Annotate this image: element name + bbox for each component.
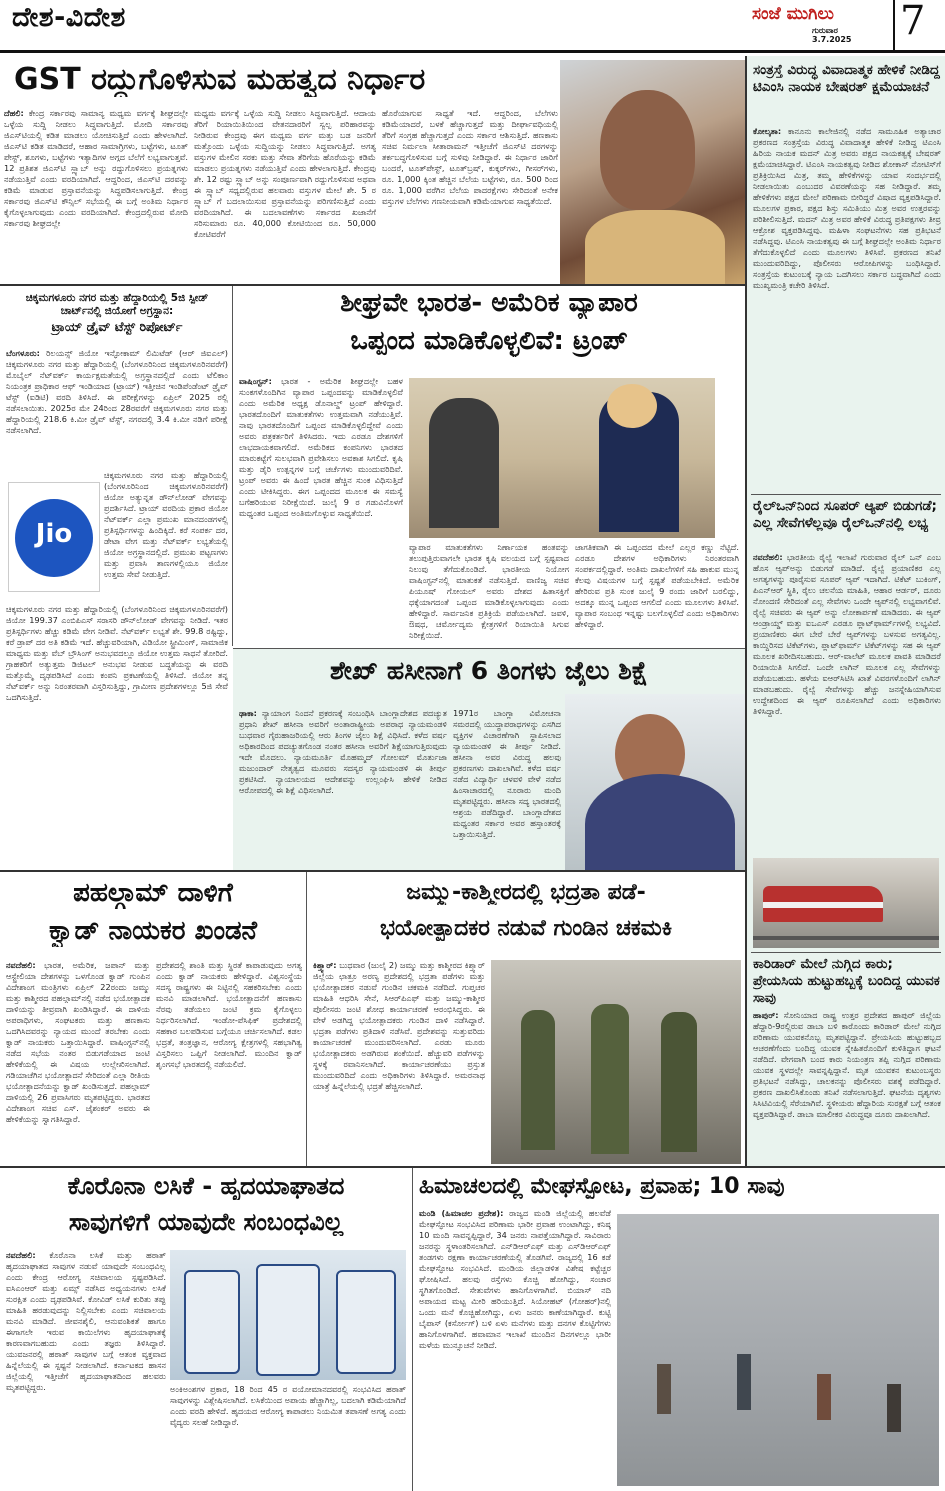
- jio-headline-top: ಚಿಕ್ಕಮಗಳೂರು ನಗರ ಮತ್ತು ಹೆದ್ದಾರಿಯಲ್ಲಿ 5ಜಿ ಸ್ಪೀಡ್ ಚಾರ್ಟ್‌ನಲ್ಲಿ ಜಿಯೋಗೆ ಅಗ್ರಸ್ಥಾನ:: [25, 292, 209, 317]
- himachal-dateline: ಮಂಡಿ (ಹಿಮಾಚಲ ಪ್ರದೇಶ):: [419, 1208, 504, 1218]
- trade-story: [233, 286, 745, 648]
- covid-headline-2: ಸಾವುಗಳಿಗೆ ಯಾವುದೇ ಸಂಬಂಧವಿಲ್ಲ: [68, 1208, 344, 1236]
- railone-divider: [751, 494, 941, 495]
- soldiers-photo: [491, 960, 741, 1164]
- trade-headline-2: ಒಪ್ಪಂದ ಮಾಡಿಕೊಳ್ಳಲಿವೆ: ಟ್ರಂಪ್: [350, 326, 628, 356]
- page-number-divider: [893, 0, 895, 50]
- jk-headline-1: ಜಮ್ಮು-ಕಾಶ್ಮೀರದಲ್ಲಿ ಭದ್ರತಾ ಪಡೆ-: [406, 880, 646, 905]
- hasina-dateline: ಢಾಕಾ:: [239, 708, 257, 718]
- hasina-col-2: [453, 708, 561, 868]
- gst-col-2-text: ಮಧ್ಯಮ ವರ್ಗಕ್ಕೆ ಒಳ್ಳೆಯ ಸುದ್ದಿ ನೀಡಲು ಸಿದ್ಧವಾಗುತ್ತಿದೆ. ಆದಾಯ ತೆರಿಗೆ ರಿಯಾಯಿತಿಯಿಂದ ವೇತನದಾರರಿಗೆ ಸ್ವಲ್ಪ ಪರಿಹಾರವನ್ನು ನೀಡಿರುವ ಕೇಂದ್ರವು ಈಗ ಮಧ್ಯಮ ವರ್ಗ ಮತ್ತು ಬಡ ಜನರಿಗೆ ಮತ್ತೊಂದು ಒಳ್ಳೆಯ ಸುದ್ದಿಯನ್ನು ನೀಡಲು ಸಿದ್ಧವಾಗುತ್ತಿದೆ. ಅಗತ್ಯ ವಸ್ತುಗಳ ಮೇಲಿನ ಸರಕು ಮತ್ತು ಸೇವಾ ತೆರಿಗೆಯ ಹೊರೆಯನ್ನು ಕಡಿಮೆ ಮಾಡಲು ಪ್ರಯತ್ನಗಳು ನಡೆಯುತ್ತಿವೆ ಎಂದು ಹೇಳಲಾಗುತ್ತಿದೆ. ಕೇಂದ್ರವು ಶೇ. 12 ರಷ್ಟು ಸ್ಲ್ಯಾಬ್ ಅನ್ನು ಸಂಪೂರ್ಣವಾಗಿ ರದ್ದುಗೊಳಿಸುವ ಅಥವಾ ಈ ಸ್ಲ್ಯಾಬ್ ಸಧ್ಯದಲ್ಲಿರುವ ಹಲವಾರು ವಸ್ತುಗಳ ಮೇಲೆ ಶೇ. 5 ರ ಸ್ಲ್ಯಾಬ್ ಗೆ ಬದಲಾಯಿಸುವ ಪ್ರಸ್ತಾವನೆಯನ್ನು ಪರಿಗಣಿಸುತ್ತಿದೆ ಎಂದು ವರದಿಯಾಗಿದೆ. ಈ ಬದಲಾವಣೆಗಳು ಸರ್ಕಾರದ ಖಜಾನೆಗೆ ಸರಿಸುಮಾರು ರೂ. 40,000 ಕೋಟಿಯಿಂದ ರೂ. 50,000 ಕೋಟಿವರೆಗೆ: [194, 108, 376, 239]
- jio-logo: [8, 482, 100, 592]
- hasina-photo: [565, 694, 745, 870]
- trade-col-1-text: ಭಾರತ - ಅಮೆರಿಕ ಶೀಘ್ರದಲ್ಲೇ ಬಹಳ ಸುಂಕಗಳೊಂದಿಗಿನ ವ್ಯಾಪಾರ ಒಪ್ಪಂದವನ್ನು ಮಾಡಿಕೊಳ್ಳಲಿವೆ ಎಂದು ಅಮೆರಿಕ ಅಧ್ಯಕ್ಷ ಡೊನಾಲ್ಡ್ ಟ್ರಂಪ್ ಹೇಳಿದ್ದಾರೆ. ಭಾರತದೊಂದಿಗೆ ಮಾತುಕತೆಗಳು ಉತ್ತಮವಾಗಿ ನಡೆಯುತ್ತಿವೆ. ನಾವು ಭಾರತದೊಂದಿಗೆ ಒಪ್ಪಂದ ಮಾಡಿಕೊಳ್ಳಲಿದ್ದೇವೆ ಎಂದು ಅವರು ಪತ್ರಕರ್ತರಿಗೆ ತಿಳಿಸಿದರು. ಇದು ಎರಡೂ ದೇಶಗಳಿಗೆ ಲಾಭದಾಯಕವಾಗಲಿದೆ. ಅಮೆರಿಕದ ಕಂಪನಿಗಳು ಭಾರತದ ಮಾರುಕಟ್ಟೆಗೆ ಸುಲಭವಾಗಿ ಪ್ರವೇಶಿಸಲು ಅವಕಾಶ ಸಿಗಲಿದೆ. ಕೃಷಿ ಮತ್ತು ಡೈರಿ ಉತ್ಪನ್ನಗಳ ಬಗ್ಗೆ ಚರ್ಚೆಗಳು ಮುಂದುವರಿದಿವೆ. ಟ್ರಂಪ್ ಅವರು ಈ ಹಿಂದೆ ಭಾರತ ಹೆಚ್ಚಿನ ಸುಂಕ ವಿಧಿಸುತ್ತಿದೆ ಎಂದು ಟೀಕಿಸಿದ್ದರು. ಈಗ ಒಪ್ಪಂದದ ಮೂಲಕ ಈ ಸಮಸ್ಯೆ ಬಗೆಹರಿಯುವ ನಿರೀಕ್ಷೆಯಿದೆ. ಜುಲೈ 9 ರ ಗಡುವಿನೊಳಗೆ ಮಧ್ಯಂತರ ಒಪ್ಪಂದ ಅಂತಿಮಗೊಳ್ಳುವ ಸಾಧ್ಯತೆಯಿದೆ.: [239, 376, 403, 518]
- jio-body-2: [104, 470, 228, 600]
- pahalgam-col-2-text: ಪ್ರದೇಶದಲ್ಲಿ ಶಾಂತಿ ಮತ್ತು ಸ್ಥಿರತೆ ಕಾಪಾಡುವುದು ಅಗತ್ಯ ಎಂದು ಕ್ವಾಡ್ ನಾಯಕರು ಹೇಳಿದ್ದಾರೆ. ವಿಶ್ವಸಂಸ್ಥೆಯ ಸದಸ್ಯ ರಾಷ್ಟ್ರಗಳು ಈ ನಿಟ್ಟಿನಲ್ಲಿ ಸಹಕರಿಸಬೇಕು ಎಂದು ಮನವಿ ಮಾಡಲಾಗಿದೆ. ಭಯೋತ್ಪಾದನೆಗೆ ಹಣಕಾಸು ನೆರವು ತಡೆಯಲು ಜಂಟಿ ಕ್ರಮ ಕೈಗೊಳ್ಳಲು ನಿರ್ಧರಿಸಲಾಗಿದೆ. ಇಂಡೋ-ಪೆಸಿಫಿಕ್ ಪ್ರದೇಶದಲ್ಲಿ ಸಹಕಾರ ಬಲಪಡಿಸುವ ಬಗ್ಗೆಯೂ ಚರ್ಚಿಸಲಾಗಿದೆ. ಕಡಲ ಭದ್ರತೆ, ತಂತ್ರಜ್ಞಾನ, ಆರೋಗ್ಯ ಕ್ಷೇತ್ರಗಳಲ್ಲಿ ಸಹಭಾಗಿತ್ವ ವಿಸ್ತರಿಸಲು ಒಪ್ಪಿಗೆ ನೀಡಲಾಗಿದೆ. ಮುಂದಿನ ಕ್ವಾಡ್ ಶೃಂಗಸಭೆ ಭಾರತದಲ್ಲಿ ನಡೆಯಲಿದೆ.: [156, 960, 302, 1069]
- jio-body-3: [6, 604, 228, 866]
- gst-story: [0, 56, 745, 284]
- hasina-col-2-text: 1971ರ ಬಾಂಗ್ಲಾ ವಿಮೋಚನಾ ಸಮರದಲ್ಲಿ ಯುದ್ಧಾಪರಾಧಗಳನ್ನು ಎಸಗಿದ ವ್ಯಕ್ತಿಗಳ ವಿಚಾರಣೆಗಾಗಿ ಸ್ಥಾಪಿಸಲಾದ ನ್ಯಾಯಮಂಡಳಿ ಈ ತೀರ್ಪು ನೀಡಿದೆ. ಹಸೀನಾ ಅವರ ವಿರುದ್ಧ ಹಲವು ಪ್ರಕರಣಗಳು ದಾಖಲಾಗಿವೆ. ಕಳೆದ ವರ್ಷ ನಡೆದ ವಿದ್ಯಾರ್ಥಿ ಚಳವಳಿ ವೇಳೆ ನಡೆದ ಹಿಂಸಾಚಾರದಲ್ಲಿ ನೂರಾರು ಮಂದಿ ಮೃತಪಟ್ಟಿದ್ದರು. ಹಸೀನಾ ಸದ್ಯ ಭಾರತದಲ್ಲಿ ಆಶ್ರಯ ಪಡೆದಿದ್ದಾರೆ. ಬಾಂಗ್ಲಾದೇಶದ ಮಧ್ಯಂತರ ಸರ್ಕಾರ ಅವರ ಹಸ್ತಾಂತರಕ್ಕೆ ಒತ್ತಾಯಿಸುತ್ತಿದೆ.: [453, 708, 561, 839]
- paper-name: ಸಂಜೆ ಮುಗಿಲು: [752, 4, 834, 24]
- trade-col-3: [575, 542, 739, 646]
- himachal-body-text: ರಾಜ್ಯದ ಮಂಡಿ ಜಿಲ್ಲೆಯಲ್ಲಿ ಹಲವೆಡೆ ಮೇಘಸ್ಫೋಟ ಸಂಭವಿಸಿದ ಪರಿಣಾಮ ಭಾರೀ ಪ್ರವಾಹ ಉಂಟಾಗಿದ್ದು, ಕನಿಷ್ಠ 10 ಮಂದಿ ಸಾವನ್ನಪ್ಪಿದ್ದಾರೆ, 34 ಜನರು ನಾಪತ್ತೆಯಾಗಿದ್ದಾರೆ. ಸಾವಿರಾರು ಜನರನ್ನು ಸ್ಥಳಾಂತರಿಸಲಾಗಿದೆ. ಎನ್‌ಡಿಆರ್‌ಎಫ್ ಮತ್ತು ಎಸ್‌ಡಿಆರ್‌ಎಫ್ ತಂಡಗಳು ರಕ್ಷಣಾ ಕಾರ್ಯಾಚರಣೆಯಲ್ಲಿ ತೊಡಗಿವೆ. ರಾಜ್ಯದಲ್ಲಿ 16 ಕಡೆ ಮೇಘಸ್ಫೋಟ ಸಂಭವಿಸಿದೆ. ಮಂಡಿಯ ಜಿಲ್ಲಾಡಳಿತ ವಿಶೇಷ ಕಟ್ಟೆಚ್ಚರ ಘೋಷಿಸಿದೆ. ಹಲವು ರಸ್ತೆಗಳು ಕೊಚ್ಚಿ ಹೋಗಿದ್ದು, ಸಂಚಾರ ಸ್ಥಗಿತಗೊಂಡಿದೆ. ಸೇತುವೆಗಳು ಹಾನಿಗೊಳಗಾಗಿವೆ. ಬಿಯಾಸ್ ನದಿ ಅಪಾಯದ ಮಟ್ಟ ಮೀರಿ ಹರಿಯುತ್ತಿದೆ. ಸಿಯೋಹಟ್ (ಗೋಹರ್)ನಲ್ಲಿ ಒಂದು ಮನೆ ಕೊಚ್ಚಿಹೋಗಿದ್ದು, ಏಳು ಜನರು ಕಾಣೆಯಾಗಿದ್ದಾರೆ. ಕುಟ್ಟಿ ಬೈಪಾಸ್ (ಕರ್ಸೋಗ್) ಬಳಿ ಏಳು ಮನೆಗಳು ಮತ್ತು ದನಗಳ ಕೊಟ್ಟಿಗೆಗಳು ಹಾನಿಗೊಳಗಾಗಿವೆ. ಹವಾಮಾನ ಇಲಾಖೆ ಮುಂದಿನ ದಿನಗಳಲ್ಲೂ ಭಾರೀ ಮಳೆಯ ಮುನ್ಸೂಚನೆ ನೀಡಿದೆ.: [419, 1208, 611, 1350]
- gst-col-3-text: ಹೊರೆಯಾಗುವ ಸಾಧ್ಯತೆ ಇದೆ. ಆದ್ದರಿಂದ, ಬೆಲೆಗಳು ಕಡಿಮೆಯಾದರೆ, ಬಳಕೆ ಹೆಚ್ಚಾಗುತ್ತದೆ ಮತ್ತು ದೀರ್ಘಾವಧಿಯಲ್ಲಿ ತೆರಿಗೆ ಸಂಗ್ರಹ ಹೆಚ್ಚಾಗುತ್ತದೆ ಎಂದು ಸರ್ಕಾರ ಆಶಿಸುತ್ತಿದೆ. ಹಣಕಾಸು ಸಚಿವ ನಿರ್ಮಲಾ ಸೀತಾರಾಮನ್ ಇತ್ತೀಚೆಗೆ ಜಿಎಸ್‌ಟಿ ದರಗಳನ್ನು ತರ್ಕಬದ್ಧಗೊಳಿಸುವ ಬಗ್ಗೆ ಸುಳಿವು ನೀಡಿದ್ದಾರೆ. ಈ ನಿರ್ಧಾರ ಜಾರಿಗೆ ಬಂದರೆ, ಟೂತ್‌ಪೇಸ್ಟ್, ಟೂತ್‌ಬ್ರಷ್, ಕುಕ್ಕರ್‌ಗಳು, ಗೀಸರ್‌ಗಳು, ರೂ. 1,000 ಕ್ಕಿಂತ ಹೆಚ್ಚಿನ ಬೆಲೆಯ ಬಟ್ಟೆಗಳು, ರೂ. 500 ರಿಂದ ರೂ. 1,000 ವರೆಗಿನ ಬೆಲೆಯ ಪಾದರಕ್ಷೆಗಳು ಸೇರಿದಂತೆ ಅನೇಕ ವಸ್ತುಗಳ ಬೆಲೆಗಳು ಗಣನೀಯವಾಗಿ ಕಡಿಮೆಯಾಗುವ ಸಾಧ್ಯತೆಯಿದೆ.: [382, 108, 558, 206]
- himachal-headline: ಹಿಮಾಚಲದಲ್ಲಿ ಮೇಘಸ್ಫೋಟ, ಪ್ರವಾಹ; 10 ಸಾವು: [419, 1174, 785, 1199]
- right-column: [745, 56, 945, 1166]
- covid-headline-1: ಕೊರೊನಾ ಲಸಿಕೆ - ಹೃದಯಾಘಾತದ: [67, 1172, 345, 1200]
- jio-dateline: ಬೆಂಗಳೂರು:: [6, 348, 40, 358]
- modi-trump-photo: [409, 378, 715, 538]
- trade-col-2-text: ವ್ಯಾಪಾರ ಮಾತುಕತೆಗಳು ನಿರ್ಣಾಯಕ ಹಂತವನ್ನು ತಲುಪುತ್ತಿರುವಾಗಲೇ ಭಾರತ ಕೃಷಿ ವಲಯದ ಬಗ್ಗೆ ಸ್ಪಷ್ಟವಾದ ನಿಲುವು ತೆಗೆದುಕೊಂಡಿದೆ. ಭಾರತೀಯ ನಿಯೋಗ ವಾಷಿಂಗ್ಟನ್‌ನಲ್ಲಿ ಮಾತುಕತೆ ನಡೆಸುತ್ತಿದೆ. ವಾಣಿಜ್ಯ ಸಚಿವ ಪಿಯೂಷ್ ಗೋಯಲ್ ಅವರು ದೇಶದ ಹಿತಾಸಕ್ತಿಗೆ ಧಕ್ಕೆಯಾಗದಂತೆ ಒಪ್ಪಂದ ಮಾಡಿಕೊಳ್ಳಲಾಗುವುದು ಎಂದು ಹೇಳಿದ್ದಾರೆ. ಸಾರ್ವಜನಿಕ ಪ್ರತಿಕ್ರಿಯೆ ಪಡೆಯಲಾಗಿದೆ. ಜವಳಿ, ಔಷಧ, ಚರ್ಮೋದ್ಯಮ ಕ್ಷೇತ್ರಗಳಿಗೆ ರಿಯಾಯಿತಿ ಸಿಗುವ ನಿರೀಕ್ಷೆಯಿದೆ.: [409, 542, 569, 640]
- cheating-body: [753, 1010, 941, 1162]
- gst-col-1-text: ಕೇಂದ್ರ ಸರ್ಕಾರವು ಸಾಮಾನ್ಯ ಮಧ್ಯಮ ವರ್ಗಕ್ಕೆ ಶೀಘ್ರದಲ್ಲೇ ಒಳ್ಳೆಯ ಸುದ್ದಿ ನೀಡಲು ಸಿದ್ಧವಾಗುತ್ತಿದೆ. ಮೋದಿ ಸರ್ಕಾರವು ಜಿಎಸ್‌ಟಿಯಲ್ಲಿ ಕಡಿತ ಮಾಡಲು ಯೋಚಿಸುತ್ತಿದೆ ಎಂದು ಹೇಳಲಾಗಿದೆ. ಜಿಎಸ್‌ಟಿ ಕಡಿತ ಮಾಡಿದರೆ, ಆಹಾರ ಸಾಮಾಗ್ರಿಗಳು, ಬಟ್ಟೆಗಳು, ಟೂತ್ ಪೇಸ್ಟ್, ಶೂಗಳು, ಬಟ್ಟೆಗಳು ಇತ್ಯಾದಿಗಳ ಅಗ್ಗದ ಬೆಲೆಗೆ ಲಭ್ಯವಾಗುತ್ತವೆ. 12 ಪ್ರತಿಶತ ಜಿಎಸ್‌ಟಿ ಸ್ಲ್ಯಾಬ್ ಅನ್ನು ರದ್ದುಗೊಳಿಸಲು ಪ್ರಯತ್ನಗಳು ನಡೆಯುತ್ತಿವೆ ಎಂದು ವರದಿಯಾಗಿದೆ. ಆದ್ದರಿಂದ, ಜಿಎಸ್‌ಟಿ ದರವನ್ನು ಕಡಿಮೆ ಮಾಡುವ ಪ್ರಸ್ತಾವನೆಯನ್ನು ಸಿದ್ಧಪಡಿಸಲಾಗುತ್ತಿದೆ. ಕೇಂದ್ರ ಸರ್ಕಾರವು ಜಿಎಸ್‌ಟಿ ಕೌನ್ಸಿಲ್ ಸಭೆಯಲ್ಲಿ ಈ ಬಗ್ಗೆ ಅಂತಿಮ ನಿರ್ಧಾರ ಕೈಗೊಳ್ಳಲಾಗುವುದು ಎಂದು ವರದಿಯಾಗಿದೆ. ಕೇಂದ್ರದಲ್ಲಿರುವ ಮೋದಿ ಸರ್ಕಾರವು ಶೀಘ್ರದಲ್ಲೇ: [4, 108, 188, 228]
- cheating-dateline: ಹಾಪುರ್:: [753, 1010, 779, 1020]
- gst-headline: GST ರದ್ದುಗೊಳಿಸುವ ಮಹತ್ವದ ನಿರ್ಧಾರ: [14, 62, 426, 97]
- pahalgam-col-1-text: ಭಾರತ, ಅಮೆರಿಕ, ಜಪಾನ್ ಮತ್ತು ಆಸ್ಟ್ರೇಲಿಯಾ ದೇಶಗಳನ್ನು ಒಳಗೊಂಡ ಕ್ವಾಡ್ ಗುಂಪಿನ ವಿದೇಶಾಂಗ ಮಂತ್ರಿಗಳು ಏಪ್ರಿಲ್ 22ರಂದು ಜಮ್ಮು ಮತ್ತು ಕಾಶ್ಮೀರದ ಪಹಲ್ಗಾಮ್‌ನಲ್ಲಿ ನಡೆದ ಭಯೋತ್ಪಾದಕ ದಾಳಿಯನ್ನು ತೀವ್ರವಾಗಿ ಖಂಡಿಸಿದ್ದಾರೆ. ಈ ದಾಳಿಯ ಅಪರಾಧಿಗಳು, ಸಂಘಟಕರು ಮತ್ತು ಹಣಕಾಸು ಒದಗಿಸಿದವರನ್ನು ನ್ಯಾಯದ ಮುಂದೆ ತರಬೇಕು ಎಂದು ಕ್ವಾಡ್ ನಾಯಕರು ಒತ್ತಾಯಿಸಿದ್ದಾರೆ. ವಾಷಿಂಗ್ಟನ್‌ನಲ್ಲಿ ನಡೆದ ಸಭೆಯ ನಂತರ ಬಿಡುಗಡೆಯಾದ ಜಂಟಿ ಹೇಳಿಕೆಯಲ್ಲಿ ಈ ವಿಷಯ ಉಲ್ಲೇಖಿಸಲಾಗಿದೆ. ಗಡಿಯಾಚೆಗಿನ ಭಯೋತ್ಪಾದನೆ ಸೇರಿದಂತೆ ಎಲ್ಲಾ ರೀತಿಯ ಭಯೋತ್ಪಾದನೆಯನ್ನು ಕ್ವಾಡ್ ಖಂಡಿಸುತ್ತದೆ. ಪಹಲ್ಗಾಮ್ ದಾಳಿಯಲ್ಲಿ 26 ಪ್ರವಾಸಿಗರು ಮೃತಪಟ್ಟಿದ್ದರು. ಭಾರತದ ವಿದೇಶಾಂಗ ಸಚಿವ ಎಸ್. ಜೈಶಂಕರ್ ಅವರು ಈ ಹೇಳಿಕೆಯನ್ನು ಸ್ವಾಗತಿಸಿದ್ದಾರೆ.: [6, 960, 150, 1124]
- section-title: ದೇಶ-ವಿದೇಶ: [12, 2, 126, 33]
- covid-col-1-text: ಕೊರೊನಾ ಲಸಿಕೆ ಮತ್ತು ಹಠಾತ್ ಹೃದಯಾಘಾತದ ಸಾವುಗಳ ನಡುವೆ ಯಾವುದೇ ಸಂಬಂಧವಿಲ್ಲ ಎಂದು ಕೇಂದ್ರ ಆರೋಗ್ಯ ಸಚಿವಾಲಯ ಸ್ಪಷ್ಟಪಡಿಸಿದೆ. ಐಸಿಎಂಆರ್ ಮತ್ತು ಏಮ್ಸ್ ನಡೆಸಿದ ಅಧ್ಯಯನಗಳು ಲಸಿಕೆ ಸುರಕ್ಷಿತ ಎಂದು ದೃಢಪಡಿಸಿವೆ. ಕೋವಿಡ್ ಲಸಿಕೆ ಕುರಿತು ತಪ್ಪು ಮಾಹಿತಿ ಹರಡುವುದನ್ನು ನಿಲ್ಲಿಸಬೇಕು ಎಂದು ಸಚಿವಾಲಯ ಮನವಿ ಮಾಡಿದೆ. ಜೀವನಶೈಲಿ, ಆನುವಂಶಿಕತೆ ಹಾಗೂ ಈಗಾಗಲೇ ಇರುವ ಕಾಯಿಲೆಗಳು ಹೃದಯಾಘಾತಕ್ಕೆ ಕಾರಣವಾಗಬಹುದು ಎಂದು ತಜ್ಞರು ತಿಳಿಸಿದ್ದಾರೆ. ಯುವಜನರಲ್ಲಿ ಹಠಾತ್ ಸಾವುಗಳ ಬಗ್ಗೆ ಆತಂಕ ವ್ಯಕ್ತವಾದ ಹಿನ್ನೆಲೆಯಲ್ಲಿ ಈ ಸ್ಪಷ್ಟನೆ ನೀಡಲಾಗಿದೆ. ಕರ್ನಾಟಕದ ಹಾಸನ ಜಿಲ್ಲೆಯಲ್ಲಿ ಇತ್ತೀಚೆಗೆ ಹೃದಯಾಘಾತದಿಂದ ಹಲವರು ಮೃತಪಟ್ಟಿದ್ದರು.: [6, 1250, 166, 1392]
- trade-col-1: [239, 376, 403, 646]
- trade-col-2: [409, 542, 569, 646]
- gst-col-3: [382, 108, 558, 284]
- cheating-divider: [751, 952, 941, 953]
- flood-photo: [617, 1214, 939, 1486]
- pahalgam-col-2: [156, 960, 302, 1164]
- railone-dateline: ನವದೆಹಲಿ:: [753, 552, 783, 562]
- railone-body-text: ಭಾರತೀಯ ರೈಲ್ವೆ ಇಲಾಖೆ ಗುರುವಾರ ರೈಲ್ ಒನ್ ಎಂಬ ಹೊಸ ಆ್ಯಪ್‌ಅನ್ನು ಬಿಡುಗಡೆ ಮಾಡಿದೆ. ರೈಲ್ವೆ ಪ್ರಯಾಣಿಕರ ಎಲ್ಲ ಅಗತ್ಯಗಳನ್ನು ಪೂರೈಸುವ ಸೂಪರ್ ಆ್ಯಪ್ ಇದಾಗಿದೆ. ಟಿಕೆಟ್ ಬುಕಿಂಗ್, ಪಿಎನ್‌ಆರ್ ಸ್ಥಿತಿ, ರೈಲು ಚಲನೆಯ ಮಾಹಿತಿ, ಆಹಾರ ಆರ್ಡರ್, ದೂರು ನೋಂದಣಿ ಸೇರಿದಂತೆ ಎಲ್ಲ ಸೇವೆಗಳು ಒಂದೇ ಆ್ಯಪ್‌ನಲ್ಲಿ ಲಭ್ಯವಾಗಲಿವೆ. ರೈಲ್ವೆ ಸಚಿವರು ಈ ಆ್ಯಪ್ ಅನ್ನು ಲೋಕಾರ್ಪಣೆ ಮಾಡಿದರು. ಈ ಆ್ಯಪ್ ಆಂಡ್ರಾಯ್ಡ್ ಮತ್ತು ಐಒಎಸ್ ಎರಡೂ ಪ್ಲಾಟ್‌ಫಾರ್ಮ್‌ಗಳಲ್ಲಿ ಲಭ್ಯವಿದೆ. ಪ್ರಯಾಣಿಕರು ಈಗ ಬೇರೆ ಬೇರೆ ಆ್ಯಪ್‌ಗಳನ್ನು ಬಳಸುವ ಅಗತ್ಯವಿಲ್ಲ. ಕಾಯ್ದಿರಿಸದ ಟಿಕೆಟ್‌ಗಳು, ಪ್ಲಾಟ್‌ಫಾರ್ಮ್ ಟಿಕೆಟ್‌ಗಳನ್ನು ಸಹ ಈ ಆ್ಯಪ್ ಮೂಲಕ ಖರೀದಿಸಬಹುದು. ಆರ್-ವಾಲೆಟ್ ಮೂಲಕ ಪಾವತಿ ಮಾಡಿದರೆ ರಿಯಾಯಿತಿ ಸಿಗಲಿದೆ. ಒಂದೇ ಲಾಗಿನ್ ಮೂಲಕ ಎಲ್ಲ ಸೇವೆಗಳನ್ನು ಪಡೆಯಬಹುದು. ಹಳೆಯ ಐಆರ್‌ಸಿಟಿಸಿ ಖಾತೆ ವಿವರಗಳೊಂದಿಗೆ ಲಾಗಿನ್ ಮಾಡಬಹುದು. ರೈಲ್ವೆ ಸೇವೆಗಳನ್ನು ಹೆಚ್ಚು ಜನಸ್ನೇಹಿಯಾಗಿಸುವ ಉದ್ದೇಶದಿಂದ ಈ ಆ್ಯಪ್ ರೂಪಿಸಲಾಗಿದೆ ಎಂದು ಅಧಿಕಾರಿಗಳು ತಿಳಿಸಿದ್ದಾರೆ.: [753, 552, 941, 716]
- railone-headline: ರೈಲ್‌ಒನ್‌ನಿಂದ ಸೂಪರ್ ಆ್ಯಪ್ ಬಿಡುಗಡೆ; ಎಲ್ಲ ಸೇವೆಗಳೆಲ್ಲವೂ ರೈಲ್‌ಒನ್‌ನಲ್ಲಿ ಲಭ್ಯ: [753, 498, 937, 531]
- jio-body-1: [6, 348, 228, 466]
- gst-col-2: [194, 108, 376, 284]
- jk-story: [307, 872, 745, 1166]
- tmc-headline: ಸಂತ್ರಸ್ತೆ ವಿರುದ್ಧ ವಿವಾದಾತ್ಮಕ ಹೇಳಿಕೆ ನೀಡಿದ್ದ ಟಿಎಂಸಿ ನಾಯಕ ಬೇಷರತ್ ಕ್ಷಮೆಯಾಚನೆ: [753, 62, 940, 95]
- sitharaman-photo: [560, 60, 745, 284]
- jio-body-3-text: ಚಿಕ್ಕಮಗಳೂರು ನಗರ ಮತ್ತು ಹೆದ್ದಾರಿಯಲ್ಲಿ (ಬೆಂಗಳೂರಿನಿಂದ ಚಿಕ್ಕಮಗಳೂರಿನವರೆಗೆ) ಜಿಯೋ 199.37 ಎಂಬಿಪಿಎಸ್ ಸರಾಸರಿ ಡೌನ್‌ಲೋಡ್ ವೇಗವನ್ನು ನೀಡಿದೆ. ಇತರ ಪ್ರತಿಸ್ಪರ್ಧಿಗಳು ಹೆಚ್ಚು ಕಡಿಮೆ ವೇಗ ನೀಡಿವೆ. ನೆಟ್‌ವರ್ಕ್ ಲಭ್ಯತೆ ಶೇ. 99.8 ರಷ್ಟಿದ್ದು, ಕರೆ ಡ್ರಾಪ್ ದರ ಅತಿ ಕಡಿಮೆ ಇದೆ. ಹೆಚ್ಚುವರಿಯಾಗಿ, ವಿಡಿಯೋ ಸ್ಟ್ರೀಮಿಂಗ್, ಸಾಮಾಜಿಕ ಮಾಧ್ಯಮ ಮತ್ತು ವೆಬ್ ಬ್ರೌಸಿಂಗ್ ಅನುಭವದಲ್ಲೂ ಜಿಯೋ ಉತ್ತಮ ಸಾಧನೆ ತೋರಿದೆ. ಗ್ರಾಹಕರಿಗೆ ಅತ್ಯುತ್ತಮ ಡಿಜಿಟಲ್ ಅನುಭವ ನೀಡುವ ಬದ್ಧತೆಯನ್ನು ಈ ವರದಿ ಮತ್ತೊಮ್ಮೆ ದೃಢಪಡಿಸಿದೆ ಎಂದು ಕಂಪನಿ ಪ್ರಕಟಣೆಯಲ್ಲಿ ತಿಳಿಸಿದೆ. ಜಿಯೋ ತನ್ನ ನೆಟ್‌ವರ್ಕ್ ಅನ್ನು ನಿರಂತರವಾಗಿ ವಿಸ್ತರಿಸುತ್ತಿದ್ದು, ಗ್ರಾಮೀಣ ಪ್ರದೇಶಗಳಲ್ಲೂ 5ಜಿ ಸೇವೆ ಒದಗಿಸುತ್ತಿದೆ.: [6, 604, 228, 702]
- trade-col-3-text: ಜಾಗತಿಕವಾಗಿ ಈ ಒಪ್ಪಂದದ ಮೇಲೆ ಎಲ್ಲರ ಕಣ್ಣು ನೆಟ್ಟಿದೆ. ಎರಡೂ ದೇಶಗಳ ಅಧಿಕಾರಿಗಳು ನಿರಂತರವಾಗಿ ಸಂಪರ್ಕದಲ್ಲಿದ್ದಾರೆ. ಅಂತಿಮ ದಾಖಲೆಗಳಿಗೆ ಸಹಿ ಹಾಕುವ ಮುನ್ನ ಕೆಲವು ವಿಷಯಗಳ ಬಗ್ಗೆ ಸ್ಪಷ್ಟತೆ ಪಡೆಯಬೇಕಿದೆ. ಅಮೆರಿಕ ಹೇರಿರುವ ಪ್ರತಿ ಸುಂಕ ಜುಲೈ 9 ರಂದು ಜಾರಿಗೆ ಬರಲಿದ್ದು, ಅದಕ್ಕೂ ಮುನ್ನ ಒಪ್ಪಂದ ಆಗಲಿದೆ ಎಂದು ಮೂಲಗಳು ತಿಳಿಸಿವೆ. ವ್ಯಾಪಾರ ಸಂಬಂಧ ಇನ್ನಷ್ಟು ಬಲಗೊಳ್ಳಲಿದೆ ಎಂದು ಅಧಿಕಾರಿಗಳು ಹೇಳಿದ್ದಾರೆ.: [575, 542, 739, 629]
- jio-headline-bottom: ಟ್ರಾಯ್ ಡ್ರೈವ್ ಟೆಸ್ಟ್ ರಿಪೋರ್ಟ್: [51, 319, 183, 334]
- jk-dateline: ಕಿಶ್ತ್ವಾರ್:: [313, 960, 337, 970]
- pahalgam-dateline: ನವದೆಹಲಿ:: [6, 960, 36, 970]
- hasina-col-1-text: ನ್ಯಾಯಾಂಗ ನಿಂದನೆ ಪ್ರಕರಣಕ್ಕೆ ಸಂಬಂಧಿಸಿ ಬಾಂಗ್ಲಾದೇಶದ ಪದಚ್ಯುತ ಪ್ರಧಾನಿ ಶೇಖ್ ಹಸೀನಾ ಅವರಿಗೆ ಅಂತಾರಾಷ್ಟ್ರೀಯ ಅಪರಾಧ ನ್ಯಾಯಮಂಡಳಿ ಬುಧವಾರ ಗೈರುಹಾಜರಿಯಲ್ಲಿ ಆರು ತಿಂಗಳ ಜೈಲು ಶಿಕ್ಷೆ ವಿಧಿಸಿದೆ. ಕಳೆದ ವರ್ಷ ಅಧಿಕಾರದಿಂದ ಪದಚ್ಯುತಗೊಂಡ ನಂತರ ಹಸೀನಾ ಅವರಿಗೆ ಶಿಕ್ಷೆಯಾಗುತ್ತಿರುವುದು ಇದೇ ಮೊದಲು. ನ್ಯಾಯಮೂರ್ತಿ ಮೊಹಮ್ಮದ್ ಗೋಲಮ್ ಮೊರ್ತುಜಾ ಮಜುಂದಾರ್ ನೇತೃತ್ವದ ಮೂವರು ಸದಸ್ಯರ ನ್ಯಾಯಮಂಡಳಿ ಈ ತೀರ್ಪು ಪ್ರಕಟಿಸಿದೆ. ನ್ಯಾಯಾಲಯದ ಆದೇಶವನ್ನು ಉಲ್ಲಂಘಿಸಿ ಹೇಳಿಕೆ ನೀಡಿದ ಆರೋಪದಲ್ಲಿ ಈ ಶಿಕ್ಷೆ ವಿಧಿಸಲಾಗಿದೆ.: [239, 708, 447, 795]
- jio-body-2-text: ಚಿಕ್ಕಮಗಳೂರು ನಗರ ಮತ್ತು ಹೆದ್ದಾರಿಯಲ್ಲಿ (ಬೆಂಗಳೂರಿನಿಂದ ಚಿಕ್ಕಮಗಳೂರಿನವರೆಗೆ) ಜಿಯೋ ಅತ್ಯುನ್ನತ ಡೌನ್‌ಲೋಡ್ ವೇಗವನ್ನು ಪ್ರದರ್ಶಿಸಿದೆ. ಟ್ರಾಯ್ ವರದಿಯ ಪ್ರಕಾರ ಜಿಯೋ ನೆಟ್‌ವರ್ಕ್ ಎಲ್ಲಾ ಪ್ರಮುಖ ಮಾನದಂಡಗಳಲ್ಲಿ ಪ್ರತಿಸ್ಪರ್ಧಿಗಳನ್ನು ಹಿಂದಿಕ್ಕಿದೆ. ಕರೆ ಸಂಪರ್ಕ ದರ, ಡೇಟಾ ವೇಗ ಮತ್ತು ನೆಟ್‌ವರ್ಕ್ ಲಭ್ಯತೆಯಲ್ಲಿ ಜಿಯೋ ಅಗ್ರಸ್ಥಾನದಲ್ಲಿದೆ. ಪ್ರಮುಖ ಪಟ್ಟಣಗಳು ಮತ್ತು ಪ್ರವಾಸಿ ತಾಣಗಳಲ್ಲಿಯೂ ಜಿಯೋ ಉತ್ತಮ ಸೇವೆ ನೀಡುತ್ತಿದೆ.: [104, 470, 228, 579]
- gst-col-1: [4, 108, 188, 284]
- trade-headline-1: ಶೀಘ್ರವೇ ಭಾರತ- ಅಮೆರಿಕ ವ್ಯಾಪಾರ: [340, 288, 638, 318]
- tmc-dateline: ಕೋಲ್ಕತಾ:: [753, 126, 782, 136]
- tmc-body: [753, 126, 941, 492]
- jk-body-text: ಬುಧವಾರ (ಜುಲೈ 2) ಜಮ್ಮು ಮತ್ತು ಕಾಶ್ಮೀರದ ಕಿಶ್ತ್ವಾರ್ ಜಿಲ್ಲೆಯ ಛಾತ್ರೂ ಅರಣ್ಯ ಪ್ರದೇಶದಲ್ಲಿ ಭದ್ರತಾ ಪಡೆಗಳು ಮತ್ತು ಭಯೋತ್ಪಾದಕರ ನಡುವೆ ಗುಂಡಿನ ಚಕಮಕಿ ನಡೆದಿದೆ. ಗುಪ್ತಚರ ಮಾಹಿತಿ ಆಧರಿಸಿ ಸೇನೆ, ಸಿಆರ್‌ಪಿಎಫ್ ಮತ್ತು ಜಮ್ಮು-ಕಾಶ್ಮೀರ ಪೊಲೀಸರು ಜಂಟಿ ಶೋಧ ಕಾರ್ಯಾಚರಣೆ ಆರಂಭಿಸಿದ್ದರು. ಈ ವೇಳೆ ಅಡಗಿದ್ದ ಭಯೋತ್ಪಾದಕರು ಗುಂಡಿನ ದಾಳಿ ನಡೆಸಿದ್ದಾರೆ. ಭದ್ರತಾ ಪಡೆಗಳು ಪ್ರತಿದಾಳಿ ನಡೆಸಿವೆ. ಪ್ರದೇಶವನ್ನು ಸುತ್ತುವರಿದು ಕಾರ್ಯಾಚರಣೆ ಮುಂದುವರಿಸಲಾಗಿದೆ. ಎರಡು ಮೂರು ಭಯೋತ್ಪಾದಕರು ಅಡಗಿರುವ ಶಂಕೆಯಿದೆ. ಹೆಚ್ಚುವರಿ ಪಡೆಗಳನ್ನು ಸ್ಥಳಕ್ಕೆ ರವಾನಿಸಲಾಗಿದೆ. ಕಾರ್ಯಾಚರಣೆಯು ಪ್ರಸ್ತುತ ಮುಂದುವರಿದಿದೆ ಎಂದು ಅಧಿಕಾರಿಗಳು ತಿಳಿಸಿದ್ದಾರೆ. ಅಮರನಾಥ ಯಾತ್ರೆ ಹಿನ್ನೆಲೆಯಲ್ಲಿ ಭದ್ರತೆ ಹೆಚ್ಚಿಸಲಾಗಿದೆ.: [313, 960, 485, 1091]
- jio-story: [0, 286, 232, 870]
- paper-date: 3.7.2025: [812, 35, 852, 44]
- covid-dateline: ನವದೆಹಲಿ:: [6, 1250, 36, 1260]
- tmc-body-text: ಕಾನೂನು ಕಾಲೇಜಿನಲ್ಲಿ ನಡೆದ ಸಾಮೂಹಿಕ ಅತ್ಯಾಚಾರ ಪ್ರಕರಣದ ಸಂತ್ರಸ್ತೆಯ ವಿರುದ್ಧ ವಿವಾದಾತ್ಮಕ ಹೇಳಿಕೆ ನೀಡಿದ್ದ ಟಿಎಂಸಿ ಹಿರಿಯ ನಾಯಕ ಮದನ್ ಮಿತ್ರ ಅವರು ಪಕ್ಷದ ನಾಯಕತ್ವಕ್ಕೆ ಬೇಷರತ್ ಕ್ಷಮೆಯಾಚಿಸಿದ್ದಾರೆ. ಟಿಎಂಸಿ ನಾಯಕತ್ವವು ನೀಡಿದ ಶೋಕಾಸ್ ನೋಟಿಸ್‌ಗೆ ಪ್ರತಿಕ್ರಿಯಿಸಿದ ಮಿತ್ರ, ತಮ್ಮ ಹೇಳಿಕೆಗಳನ್ನು ಯಾವ ಸಂದರ್ಭದಲ್ಲಿ ನೀಡಲಾಯಿತು ಎಂಬುದರ ವಿವರಣೆಯನ್ನು ಸಹ ನೀಡಿದ್ದಾರೆ. ತಮ್ಮ ಹೇಳಿಕೆಗಳು ಪಕ್ಷದ ಮೇಲೆ ಪರಿಣಾಮ ಬೀರಿದ್ದರೆ ವಿಷಾದ ವ್ಯಕ್ತಪಡಿಸಿದ್ದಾರೆ. ಮೂಲಗಳ ಪ್ರಕಾರ, ಪಕ್ಷದ ಶಿಸ್ತು ಸಮಿತಿಯು ಮಿತ್ರ ಅವರ ಉತ್ತರವನ್ನು ಪರಿಶೀಲಿಸುತ್ತಿದೆ. ಮದನ್ ಮಿತ್ರ ಅವರ ಹೇಳಿಕೆ ವಿರುದ್ಧ ಪ್ರತಿಪಕ್ಷಗಳು ತೀವ್ರ ಆಕ್ರೋಶ ವ್ಯಕ್ತಪಡಿಸಿದ್ದವು. ಮಹಿಳಾ ಸಂಘಟನೆಗಳು ಸಹ ಪ್ರತಿಭಟನೆ ನಡೆಸಿದ್ದವು. ಟಿಎಂಸಿ ನಾಯಕತ್ವವು ಈ ಬಗ್ಗೆ ಶೀಘ್ರದಲ್ಲೇ ಅಂತಿಮ ನಿರ್ಧಾರ ತೆಗೆದುಕೊಳ್ಳಲಿದೆ ಎಂದು ಮೂಲಗಳು ತಿಳಿಸಿವೆ. ಪ್ರಕರಣದ ತನಿಖೆ ಮುಂದುವರಿದಿದ್ದು, ಪೊಲೀಸರು ಆರೋಪಿಗಳನ್ನು ಬಂಧಿಸಿದ್ದಾರೆ. ಸಂತ್ರಸ್ತೆಯ ಕುಟುಂಬಕ್ಕೆ ನ್ಯಾಯ ಒದಗಿಸಲು ಸರ್ಕಾರ ಬದ್ಧವಾಗಿದೆ ಎಂದು ಮುಖ್ಯಮಂತ್ರಿ ಕಚೇರಿ ತಿಳಿಸಿದೆ.: [753, 126, 941, 290]
- paper-day: ಗುರುವಾರ: [812, 26, 838, 35]
- covid-col-1: [6, 1250, 166, 1488]
- hasina-col-1: [239, 708, 447, 868]
- hasina-headline: ಶೇಖ್ ಹಸೀನಾಗೆ 6 ತಿಂಗಳು ಜೈಲು ಶಿಕ್ಷೆ: [330, 656, 648, 685]
- train-photo: [753, 858, 939, 948]
- jio-body-1-text: ರಿಲಯನ್ಸ್ ಜಿಯೋ ಇನ್ಫೋಕಾಮ್ ಲಿಮಿಟೆಡ್ (ಆರ್ ಜಿಐಎಲ್) ಚಿಕ್ಕಮಗಳೂರು ನಗರ ಮತ್ತು ಹೆದ್ದಾರಿಯಲ್ಲಿ (ಬೆಂಗಳೂರಿನಿಂದ ಚಿಕ್ಕಮಗಳೂರಿನವರೆಗೆ) ಮೊಬೈಲ್ ನೆಟ್‌ವರ್ಕ್ ಕಾರ್ಯಕ್ಷಮತೆಯಲ್ಲಿ ಅಗ್ರಸ್ಥಾನದಲ್ಲಿದೆ ಎಂದು ಟೆಲಿಕಾಂ ನಿಯಂತ್ರಕ ಪ್ರಾಧಿಕಾರ ಆಫ್ ಇಂಡಿಯಾದ (ಟ್ರಾಯ್) ಇತ್ತೀಚಿನ ಇಂಡಿಪೆಂಡೆಂಟ್ ಡ್ರೈವ್ ಟೆಸ್ಟ್ (ಐಡಿಟಿ) ವರದಿ ತಿಳಿಸಿದೆ. ಈ ಪರೀಕ್ಷೆಗಳನ್ನು ಏಪ್ರಿಲ್ 2025 ರಲ್ಲಿ ನಡೆಸಲಾಯಿತು. 2025ರ ಮೇ 24ರಿಂದ 28ರವರೆಗೆ ಚಿಕ್ಕಮಗಳೂರು ನಗರ ಮತ್ತು ಹೆದ್ದಾರಿಯಲ್ಲಿ 218.6 ಕಿ.ಮೀ ಡ್ರೈವ್ ಟೆಸ್ಟ್, ನಗರದಲ್ಲಿ 3.4 ಕಿ.ಮೀ ನಡಿಗೆ ಪರೀಕ್ಷೆ ನಡೆಸಲಾಗಿದೆ.: [6, 348, 228, 435]
- pahalgam-headline-1: ಪಹಲ್ಗಾಮ್ ದಾಳಿಗೆ: [73, 878, 233, 908]
- himachal-body: [419, 1208, 611, 1488]
- jio-logo-text: Jio: [35, 519, 73, 549]
- masthead-rule: [0, 50, 945, 53]
- covid-col-2-text: ಅಂಕಿಅಂಶಗಳ ಪ್ರಕಾರ, 18 ರಿಂದ 45 ರ ವಯೋಮಾನದವರಲ್ಲಿ ಸಂಭವಿಸಿದ ಹಠಾತ್ ಸಾವುಗಳನ್ನು ವಿಶ್ಲೇಷಿಸಲಾಗಿದೆ. ಲಸಿಕೆಯಿಂದ ಅಪಾಯ ಹೆಚ್ಚಾಗಿಲ್ಲ, ಬದಲಾಗಿ ಕಡಿಮೆಯಾಗಿದೆ ಎಂದು ವರದಿ ಹೇಳಿದೆ. ಹೃದಯದ ಆರೋಗ್ಯ ಕಾಪಾಡಲು ನಿಯಮಿತ ತಪಾಸಣೆ ಅಗತ್ಯ ಎಂದು ವೈದ್ಯರು ಸಲಹೆ ನೀಡಿದ್ದಾರೆ.: [170, 1384, 406, 1427]
- page-number: 7: [900, 0, 926, 44]
- pahalgam-story: [0, 872, 306, 1166]
- pahalgam-col-1: [6, 960, 150, 1164]
- hasina-top-rule: [233, 648, 745, 649]
- jk-body: [313, 960, 485, 1164]
- covid-story: [0, 1168, 412, 1491]
- column-divider: [745, 56, 747, 1166]
- railone-body: [753, 552, 941, 854]
- paper-logo: [752, 4, 892, 44]
- cheating-headline: ಕಾರಿಡಾರ್ ಮೇಲೆ ನುಗ್ಗಿದ ಕಾರು; ಪ್ರೇಯಸಿಯ ಹುಟ್ಟುಹಬ್ಬಕ್ಕೆ ಬಂದಿದ್ದ ಯುವಕ ಸಾವು: [753, 956, 940, 1006]
- covid-col-2: [170, 1384, 406, 1488]
- himachal-story: [413, 1168, 945, 1491]
- hasina-story: [233, 648, 745, 870]
- pahalgam-headline-2: ಕ್ವಾಡ್ ನಾಯಕರ ಖಂಡನೆ: [48, 916, 258, 946]
- trade-dateline: ವಾಷಿಂಗ್ಟನ್:: [239, 376, 272, 386]
- jk-headline-2: ಭಯೋತ್ಪಾದಕರ ನಡುವೆ ಗುಂಡಿನ ಚಕಮಕಿ: [379, 916, 673, 941]
- cheating-body-text: ಸೋನಿಯಾದ ರಾಷ್ಟ್ರ ಉತ್ತರ ಪ್ರದೇಶದ ಹಾಪುರ್ ಜಿಲ್ಲೆಯ ಹೆದ್ದಾರಿ-9ರಲ್ಲಿರುವ ಡಾಬಾ ಬಳಿ ಕಾರೊಂದು ಕಾರಿಡಾರ್ ಮೇಲೆ ನುಗ್ಗಿದ ಪರಿಣಾಮ ಯುವಕನೊಬ್ಬ ಮೃತಪಟ್ಟಿದ್ದಾನೆ. ಪ್ರೇಯಸಿಯ ಹುಟ್ಟುಹಬ್ಬದ ಆಚರಣೆಗೆಂದು ಬಂದಿದ್ದ ಯುವಕ ಸ್ನೇಹಿತರೊಂದಿಗೆ ಕುಳಿತಿದ್ದಾಗ ಘಟನೆ ನಡೆದಿದೆ. ವೇಗವಾಗಿ ಬಂದ ಕಾರು ನಿಯಂತ್ರಣ ತಪ್ಪಿ ನುಗ್ಗಿದ ಪರಿಣಾಮ ಯುವಕ ಸ್ಥಳದಲ್ಲೇ ಸಾವನ್ನಪ್ಪಿದ್ದಾನೆ. ಮೃತ ಯುವಕನ ಕುಟುಂಬಸ್ಥರು ಪ್ರತಿಭಟನೆ ನಡೆಸಿದ್ದು, ಚಾಲಕನನ್ನು ಪೊಲೀಸರು ವಶಕ್ಕೆ ಪಡೆದಿದ್ದಾರೆ. ಪ್ರಕರಣ ದಾಖಲಿಸಿಕೊಂಡು ತನಿಖೆ ನಡೆಸಲಾಗುತ್ತಿದೆ. ಘಟನೆಯ ದೃಶ್ಯಗಳು ಸಿಸಿಟಿವಿಯಲ್ಲಿ ಸೆರೆಯಾಗಿವೆ. ಸ್ಥಳೀಯರು ಹೆದ್ದಾರಿಯ ಸುರಕ್ಷತೆ ಬಗ್ಗೆ ಆತಂಕ ವ್ಯಕ್ತಪಡಿಸಿದ್ದಾರೆ. ಡಾಬಾ ಮಾಲೀಕರ ವಿರುದ್ಧವೂ ದೂರು ದಾಖಲಾಗಿದೆ.: [753, 1010, 941, 1119]
- gst-dateline: ದೆಹಲಿ:: [4, 108, 24, 118]
- vaccine-photo: [170, 1250, 406, 1380]
- masthead: [0, 0, 945, 56]
